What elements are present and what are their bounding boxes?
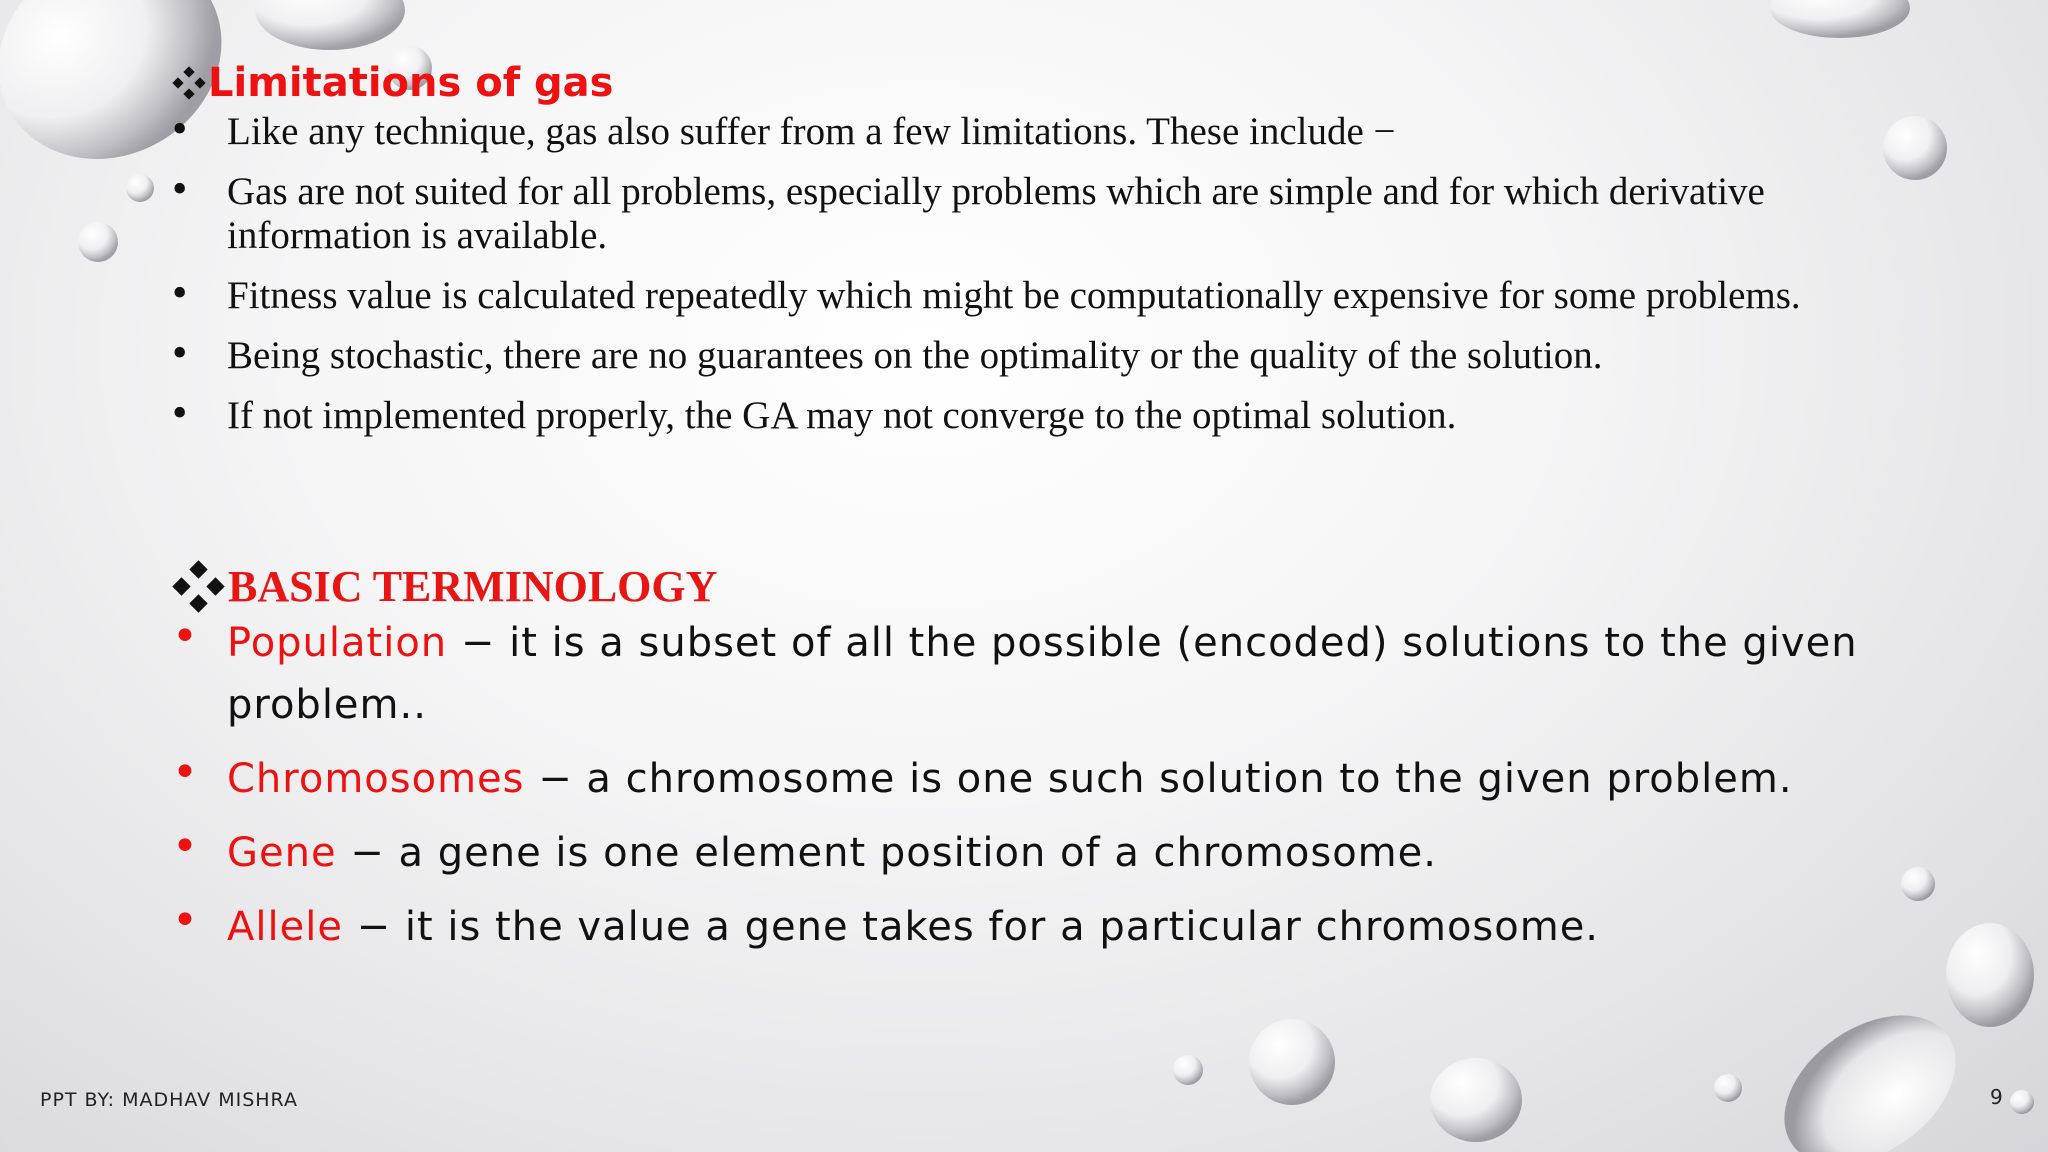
bullet-icon: • <box>172 611 199 662</box>
bullet-icon: • <box>172 164 188 213</box>
list-item: • Being stochastic, there are no guarantees on the optimality or the quality of the solution. <box>172 328 1603 377</box>
bullet-icon: • <box>172 328 188 377</box>
term-chromosomes: Chromosomes <box>227 756 525 802</box>
bullet-icon: • <box>172 104 188 153</box>
terminology-list <box>168 612 1928 970</box>
term-allele: Allele <box>227 904 343 950</box>
diamond-bullet-icon <box>172 66 206 100</box>
list-item <box>168 748 1928 810</box>
limitations-heading <box>172 60 613 106</box>
term-definition: − it is a subset of all the possible (encoded) solutions to the given problem.. <box>227 620 1858 728</box>
footer-author: PPT BY: MADHAV MISHRA <box>40 1089 298 1111</box>
diamond-bullet-icon <box>172 560 224 612</box>
bullet-icon: • <box>172 747 199 798</box>
terminology-heading <box>172 560 717 612</box>
bullet-icon: • <box>172 268 188 317</box>
list-item: • Gas are not suited for all problems, especially problems which are simple and for which derivative information is available. <box>172 164 1765 257</box>
bullet-icon: • <box>172 895 199 946</box>
list-item: • Like any technique, gas also suffer from a few limitations. These include − <box>172 104 1396 153</box>
term-definition: − a gene is one element position of a chromosome. <box>336 830 1437 876</box>
bullet-icon: • <box>172 388 188 437</box>
term-gene: Gene <box>227 830 337 876</box>
bullet-icon: • <box>172 821 199 872</box>
page-number: 9 <box>1990 1085 2003 1109</box>
list-item <box>168 612 1928 736</box>
limitations-heading-text: Limitations of gas <box>208 60 614 106</box>
term-definition: − it is the value a gene takes for a particular chromosome. <box>342 904 1600 950</box>
term-population: Population <box>227 620 448 666</box>
list-item <box>168 822 1928 884</box>
list-item: • If not implemented properly, the GA may not converge to the optimal solution. <box>172 388 1457 437</box>
limitations-list <box>168 104 1928 454</box>
list-item: • Fitness value is calculated repeatedly which might be computationally expensive for some problems. <box>172 268 1801 317</box>
terminology-heading-text: BASIC TERMINOLOGY <box>228 561 718 611</box>
list-item <box>168 896 1928 958</box>
term-definition: − a chromosome is one such solution to the given problem. <box>524 756 1793 802</box>
